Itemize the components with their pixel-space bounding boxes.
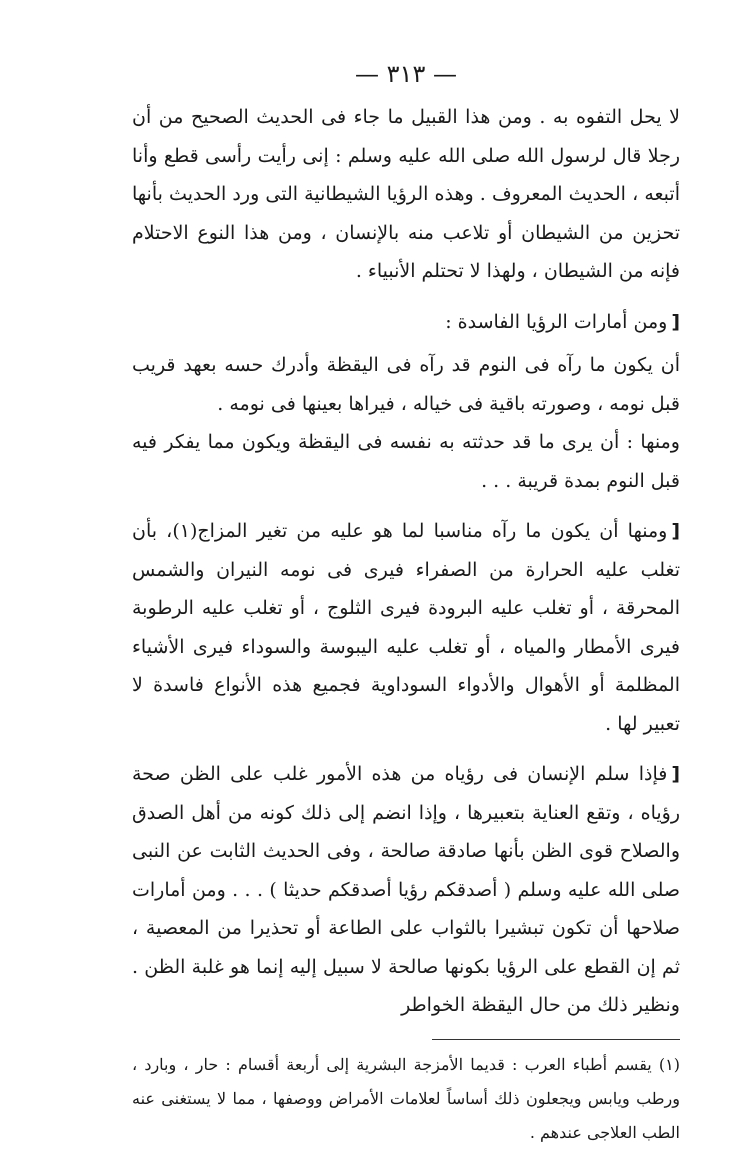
page — [132, 56, 680, 1142]
page-number: — ٣١٣ — — [355, 60, 457, 88]
main-text — [132, 98, 680, 1025]
bracket-mark: [ — [671, 520, 680, 542]
paragraph-2 — [132, 303, 680, 342]
paragraph-1: لا يحل التفوه به . ومن هذا القبيل ما جاء فى الحديث الصحيح من أن رجلا قال لرسول الله صلى الله عليه وسلم : إنى رأيت رأسى قطع وأنا أتبعه ، الحديث المعروف . وهذه الرؤيا الشيطانية التى ورد الحديث بأنها تحزين من الشيطان أو تلاعب منه بالإنسان ، ومن هذا النوع الاحتلام فإنه من الشيطان ، ولهذا لا تحتلم الأنبياء . — [132, 106, 680, 282]
paragraph-6-text: فإذا سلم الإنسان فى رؤياه من هذه الأمور غلب على الظن صحة رؤياه ، وتقع العناية بتعبيرها ، وإذا انضم إلى ذلك كونه من أهل الصدق والصلاح قوى الظن بأنها صادقة صالحة ، وفى الحديث الثابت عن النبى صلى الله عليه وسلم ( أصدقكم رؤيا أصدقكم حديثا ) . . . ومن أمارات صلاحها أن تكون تبشيرا بالثواب على الطاعة أو تحذيرا من المعصية ، ثم إن القطع على الرؤيا بكونها صالحة لا سبيل إليه إنما هو غلبة الظن . ونظير ذلك من حال اليقظة الخواطر — [132, 763, 680, 1016]
paragraph-5-text: ومنها أن يكون ما رآه مناسبا لما هو عليه من تغير المزاج(١)، بأن تغلب عليه الحرارة من الصفراء فيرى فى نومه النيران والشمس المحرقة ، أو تغلب عليه البرودة فيرى الثلوج ، أو تغلب عليه الرطوبة فيرى الأمطار والمياه ، أو تغلب عليه اليبوسة والسوداء فيرى الأشياء المظلمة أو الأهوال والأدواء السوداوية فجميع هذه الأنواع فاسدة لا تعبير لها . — [132, 520, 680, 735]
bracket-mark: [ — [671, 310, 680, 333]
footnote-divider — [432, 1039, 680, 1040]
paragraph-3: أن يكون ما رآه فى النوم قد رآه فى اليقظة وأدرك حسه بعهد قريب قبل نومه ، وصورته باقية فى خياله ، فيراها بعينها فى نومه . — [132, 354, 680, 415]
paragraph-5 — [132, 512, 680, 743]
paragraph-4: ومنها : أن يرى ما قد حدثته به نفسه فى اليقظة ويكون مما يفكر فيه قبل النوم بمدة قريبة . . . — [132, 431, 680, 492]
bracket-mark: [ — [671, 763, 680, 785]
paragraph-6 — [132, 755, 680, 1025]
footnote: (١) يقسم أطباء العرب : قديما الأمزجة البشرية إلى أربعة أقسام : حار ، وبارد ، ورطب ويابس ويجعلون ذلك أساساً لعلامات الأمراض ووصفها ، مما لا يستغنى عنه الطب العلاجى عندهم . — [132, 1054, 680, 1142]
paragraph-2-text: ومن أمارات الرؤيا الفاسدة : — [445, 310, 668, 333]
